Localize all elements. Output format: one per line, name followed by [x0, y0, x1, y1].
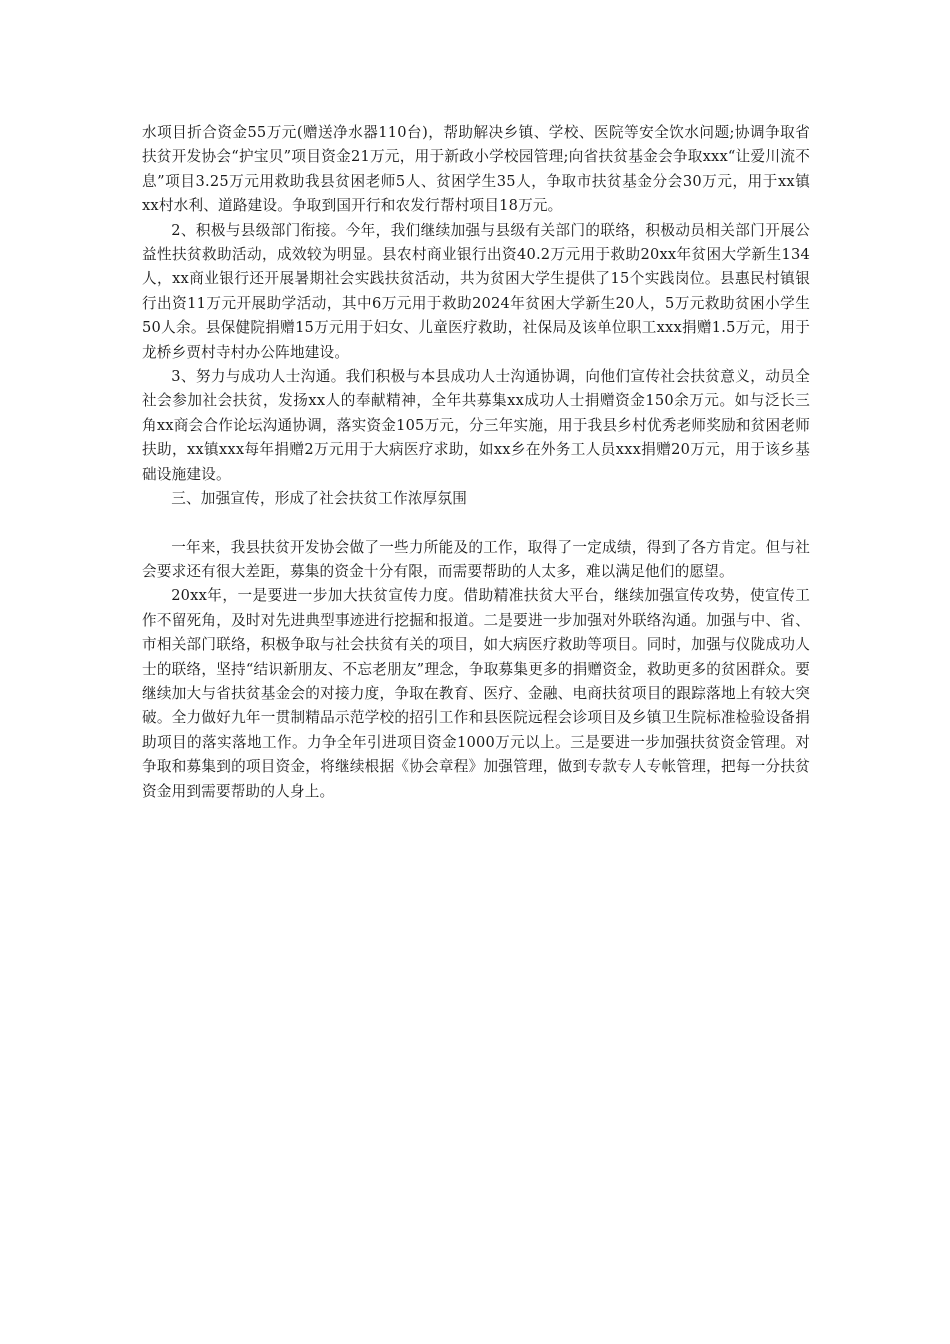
paragraph-water-project: 水项目折合资金55万元(赠送净水器110台)，帮助解决乡镇、学校、医院等安全饮水问题;协调争取省扶贫开发协会“护宝贝”项目资金21万元，用于新政小学校园管理;向省扶贫基金会争取xxx“让爱川流不息”项目3.25万元用救助我县贫困老师5人、贫困学生35人，争取市扶贫基金分会30万元，用于xx镇xx村水利、道路建设。争取到国开行和农发行帮村项目18万元。 [142, 124, 810, 215]
paragraph-successful-people: 3、努力与成功人士沟通。我们积极与本县成功人士沟通协调，向他们宣传社会扶贫意义，动员全社会参加社会扶贫，发扬xx人的奉献精神，全年共募集xx成功人士捐赠资金150余万元。如与泛长三角xx商会合作论坛沟通协调，落实资金105万元，分三年实施，用于我县乡村优秀老师奖励和贫困老师扶助，xx镇xxx每年捐赠2万元用于大病医疗求助，如xx乡在外务工人员xxx捐赠20万元，用于该乡基础设施建设。 [142, 368, 810, 483]
paragraph-county-departments: 2、积极与县级部门衔接。今年，我们继续加强与县级有关部门的联络，积极动员相关部门开展公益性扶贫救助活动，成效较为明显。县农村商业银行出资40.2万元用于救助20xx年贫困大学新生134人，xx商业银行还开展暑期社会实践扶贫活动，共为贫困大学生提供了15个实践岗位。县惠民村镇银行出资11万元开展助学活动，其中6万元用于救助2024年贫困大学新生20人，5万元救助贫困小学生50人余。县保健院捐赠15万元用于妇女、儿童医疗救助，社保局及该单位职工xxx捐赠1.5万元，用于龙桥乡贾村寺村办公阵地建设。 [142, 221, 811, 361]
paragraph-next-year-plan: 20xx年，一是要进一步加大扶贫宣传力度。借助精准扶贫大平台，继续加强宣传攻势，使宣传工作不留死角，及时对先进典型事迹进行挖掘和报道。二是要进一步加强对外联络沟通。加强与中、省、市相关部门联络，积极争取与社会扶贫有关的项目，如大病医疗救助等项目。同时，加强与仪陇成功人士的联络，坚持“结识新朋友、不忘老朋友”理念，争取募集更多的捐赠资金，救助更多的贫困群众。要继续加大与省扶贫基金会的对接力度，争取在教育、医疗、金融、电商扶贫项目的跟踪落地上有较大突破。全力做好九年一贯制精品示范学校的招引工作和县医院远程会诊项目及乡镇卫生院标准检验设备捐助项目的落实落地工作。力争全年引进项目资金1000万元以上。三是要进一步加强扶贫资金管理。对争取和募集到的项目资金，将继续根据《协会章程》加强管理，做到专款专人专帐管理，把每一分扶贫资金用到需要帮助的人身上。 [142, 587, 810, 800]
paragraph-spacer [142, 512, 810, 536]
paragraph-year-summary: 一年来，我县扶贫开发协会做了一些力所能及的工作，取得了一定成绩，得到了各方肯定。但与社会要求还有很大差距，募集的资金十分有限，而需要帮助的人太多，难以满足他们的愿望。 [142, 538, 810, 580]
section-heading-publicity: 三、加强宣传，形成了社会扶贫工作浓厚氛围 [171, 490, 468, 508]
document-body [142, 121, 810, 804]
